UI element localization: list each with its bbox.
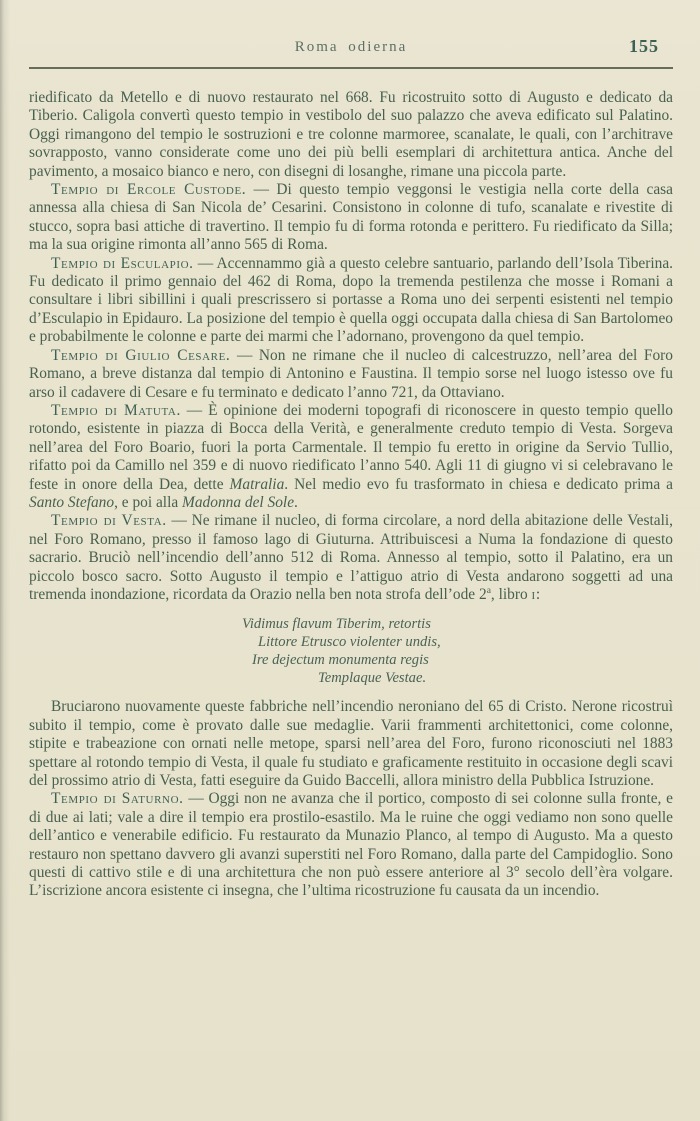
- header-rule: [29, 67, 673, 69]
- body-text: .: [294, 493, 298, 511]
- body-text: — È opinione dei moderni topografi di riconoscere in questo tempio quello rotondo, esistente in piazza di Bocca della Verità, e generalmente creduto tempio di Vesta. Sorgeva nell’area del Foro Boario, fuori la porta Carmentale. Il tempio fu eretto in origine da Servio Tullio, rifatto poi da Camillo nel 359 e di nuovo riedificato l’anno 540. Agli 11 di giugno vi si celebravano le feste in onore della Dea, dette: [29, 401, 673, 493]
- body-text: — Oggi non ne avanza che il portico, composto di sei colonne sulla fronte, e di due ai lati; vale a dire il tempio era prostilo-esastilo. Ma le ruine che oggi vediamo non sono quelle dell’antico e venerabile edificio. Fu restaurato da Munazio Planco, al tempo di Augusto. Ma a questo restauro non spettano davvero gli avanzi superstiti nel Foro Romano, dalla parte del Campidoglio. Sono questi di cattivo stile e di una architettura che non può essere anteriore al 3° secolo dell’èra volgare. L’iscrizione ancora esistente ci insegna, che l’ultima ricostruzione fu causata da un incendio.: [29, 790, 673, 900]
- verse-quote: [214, 615, 673, 687]
- body-text: — Di questo tempio veggonsi le vestigia nella corte della casa annessa alla chiesa di San Nicola de’ Cesarini. Consistono in colonne di tufo, scanalate e rivestite di stucco, sopra basi attiche di travertino. Il tempio fu di forma rotonda e perittero. Fu riedificato da Silla; ma la sua origine rimonta all’anno 565 di Roma.: [29, 181, 673, 254]
- body-text: , libro: [490, 585, 532, 603]
- smallcaps-heading: Tempio di Esculapio.: [51, 254, 194, 272]
- running-header: [29, 36, 673, 60]
- smallcaps-heading: Tempio di Giulio Cesare.: [51, 346, 231, 364]
- italic-term: Matralia: [229, 475, 285, 493]
- paragraph: [29, 512, 673, 604]
- running-title: Roma odierna: [294, 39, 408, 55]
- smallcaps-heading: Tempio di Ercole Custode.: [51, 181, 247, 199]
- paragraph: [29, 790, 673, 900]
- body-text: — Accennammo già a questo celebre santuario, parlando dell’Isola Tiberina. Fu dedicato il primo gennaio del 462 di Roma, dopo la tremenda pestilenza che mosse i Romani a consultare i libri sibillini i quali prescrissero si portasse a Roma uno dei serpenti esistenti nel tempio d’Esculapio in Epidauro. La posizione del tempio è quella oggi occupata dalla chiesa di San Bartolomeo e probabilmente le colonne e parte dei marmi che l’adornano, provengono da quel tempio.: [29, 254, 674, 346]
- smallcaps-heading: Tempio di Vesta.: [51, 512, 167, 530]
- body-text: — Non ne rimane che il nucleo di calcestruzzo, nell’area del Foro Romano, a breve distanza dal tempio di Antonino e Faustina. Il tempio sorse nel luogo istesso ove fu arso il cadavere di Cesare e fu terminato e dedicato l’anno 721, da Ottaviano.: [29, 346, 673, 401]
- body-text: , e poi alla: [114, 493, 183, 511]
- page-number: 155: [629, 36, 659, 56]
- superscript: a: [486, 584, 491, 596]
- paragraph: [29, 255, 673, 347]
- body-text: . Nel medio evo fu trasformato in chiesa e dedicato prima a: [284, 475, 673, 493]
- paragraph: [29, 402, 673, 512]
- italic-term: Santo Stefano: [29, 493, 115, 511]
- body-text: :: [535, 585, 541, 603]
- verse-line: Ire dejectum monumenta regis: [252, 652, 429, 669]
- smallcaps-heading: Tempio di Saturno.: [51, 790, 184, 808]
- paragraph: [29, 347, 673, 402]
- paragraph: [29, 181, 673, 255]
- body-text: — Ne rimane il nucleo, di forma circolare, a nord della abitazione delle Vestali, nel Foro Romano, presso il famoso lago di Giuturna. Attribuiscesi a Numa la fondazione di questo sacrario. Bruciò nell’incendio dell’anno 512 di Roma. Annesso al tempio, sotto il Palatino, era un piccolo bosco sacro. Sotto Augusto il tempio e l’attiguo atrio di Vesta andarono soggetti ad una tremenda inondazione, ricordata da Orazio nella ben nota strofa dell’ode 2: [29, 512, 673, 603]
- paragraph: [29, 698, 673, 790]
- verse-line: Templaque Vestae.: [318, 670, 427, 687]
- italic-term: Madonna del Sole: [182, 493, 295, 511]
- smallcaps-heading: i: [531, 585, 536, 603]
- body-text: riedificato da Metello e di nuovo restaurato nel 668. Fu ricostruito sotto di Augusto e dedicato da Tiberio. Caligola convertì questo tempio in vestibolo del suo palazzo che aveva edificato sul Palatino. Oggi rimangono del tempio le sostruzioni e tre colonne marmoree, scanalate, le quali, con l’architrave sovrapposto, vanno considerate come uno dei più belli esemplari di architettura antica. Anche del pavimento, a mosaico bianco e nero, con disegni di losanghe, rimane una piccola parte.: [29, 89, 673, 180]
- verse-line: Vidimus flavum Tiberim, retortis: [242, 616, 431, 633]
- smallcaps-heading: Tempio di Matuta.: [51, 401, 181, 419]
- body-text: Bruciarono nuovamente queste fabbriche nell’incendio neroniano del 65 di Cristo. Nerone ricostruì subito il tempio, come è provato dalle sue medaglie. Varii frammenti architettonici, come colonne, stipite e trabeazione con ornati nelle metope, sparsi nell’area del Foro, furono riconosciuti nel 1883 spettare al rotondo tempio di Vesta, il quale fu studiato e graficamente restituito in occasione degli scavi del prossimo atrio di Vesta, fatti eseguire da Guido Baccelli, allora ministro della Pubblica Istruzione.: [29, 698, 673, 789]
- page-body: [29, 89, 673, 901]
- verse-line: Littore Etrusco violenter undis,: [258, 634, 441, 651]
- paragraph: [29, 89, 673, 181]
